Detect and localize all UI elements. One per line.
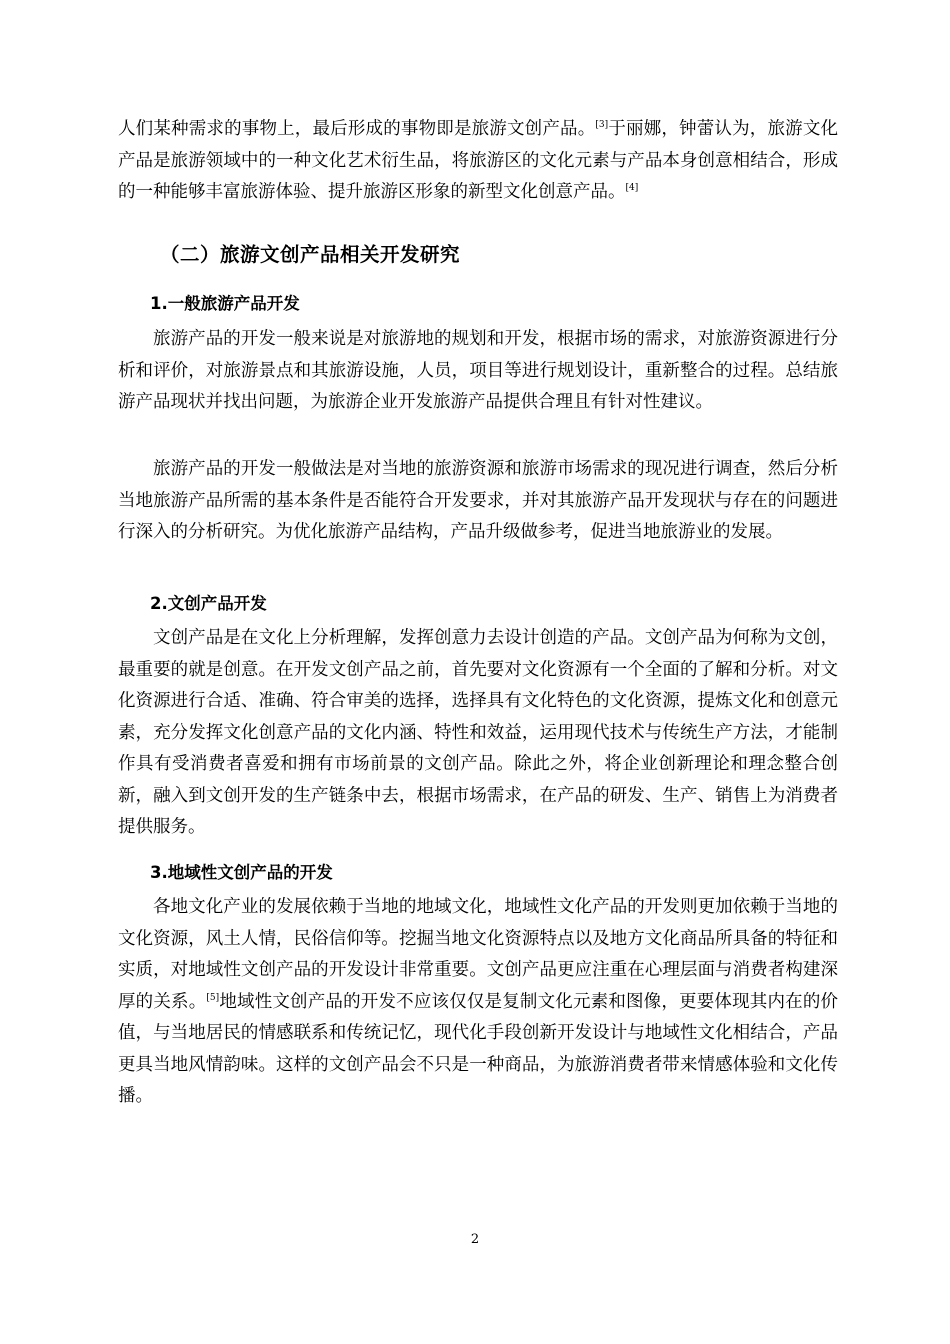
- section-heading: （二）旅游文创产品相关开发研究: [160, 243, 461, 266]
- paragraph-regional-product: [118, 892, 838, 1113]
- citation-4: [4]: [625, 183, 639, 193]
- paragraph-general-product-1: 旅游产品的开发一般来说是对旅游地的规划和开发，根据市场的需求，对旅游资源进行分析和评价，对旅游景点和其旅游设施，人员，项目等进行规划设计，重新整合的过程。总结旅游产品现状并找出问题，为旅游企业开发旅游产品提供合理且有针对性建议。: [118, 329, 838, 412]
- intro-paragraph: [118, 114, 838, 209]
- subsection-heading-1: 1.一般旅游产品开发: [150, 294, 300, 313]
- regional-text-part1: 各地文化产业的发展依赖于当地的地域文化，地域性文化产品的开发则更加依赖于当地的文化资源，风土人情，民俗信仰等。挖掘当地文化资源特点以及地方文化商品所具备的特征和实质，对地域性文创产品的开发设计非常重要。文创产品更应注重在心理层面与消费者构建深厚的关系。: [118, 897, 838, 1012]
- paragraph-cultural-creative: 文创产品是在文化上分析理解，发挥创意力去设计创造的产品。文创产品为何称为文创，最重要的就是创意。在开发文创产品之前，首先要对文化资源有一个全面的了解和分析。对文化资源进行合适、准确、符合审美的选择，选择具有文化特色的文化资源，提炼文化和创意元素，充分发挥文化创意产品的文化内涵、特性和效益，运用现代技术与传统生产方法，才能制作具有受消费者喜爱和拥有市场前景的文创产品。除此之外，将企业创新理论和理念整合创新，融入到文创开发的生产链条中去，根据市场需求，在产品的研发、生产、销售上为消费者提供服务。: [118, 628, 838, 837]
- paragraph-general-product-2: 旅游产品的开发一般做法是对当地的旅游资源和旅游市场需求的现况进行调查，然后分析当地旅游产品所需的基本条件是否能符合开发要求，并对其旅游产品开发现状与存在的问题进行深入的分析研究。为优化旅游产品结构，产品升级做参考，促进当地旅游业的发展。: [118, 459, 838, 542]
- citation-5: [5]: [206, 992, 220, 1003]
- regional-text-part2: 地域性文创产品的开发不应该仅仅是复制文化元素和图像，更要体现其内在的价值，与当地居民的情感联系和传统记忆，现代化手段创新开发设计与地域性文化相结合，产品更具当地风情韵味。这样的文创产品会不只是一种商品，为旅游消费者带来情感体验和文化传播。: [118, 991, 838, 1106]
- subsection-heading-3: 3.地域性文创产品的开发: [150, 863, 333, 882]
- intro-text-part1: 人们某种需求的事物上，最后形成的事物即是旅游文创产品。: [118, 119, 596, 139]
- subsection-heading-2: 2.文创产品开发: [150, 594, 267, 613]
- page-number: 2: [470, 1232, 480, 1247]
- intro-text-part2: 于丽娜，钟蕾认为，旅游文化产品是旅游领域中的一种文化艺术衍生品，将旅游区的文化元素与产品本身创意相结合，形成的一种能够丰富旅游体验、提升旅游区形象的新型文化创意产品。: [118, 119, 839, 202]
- citation-3: [3]: [595, 120, 609, 130]
